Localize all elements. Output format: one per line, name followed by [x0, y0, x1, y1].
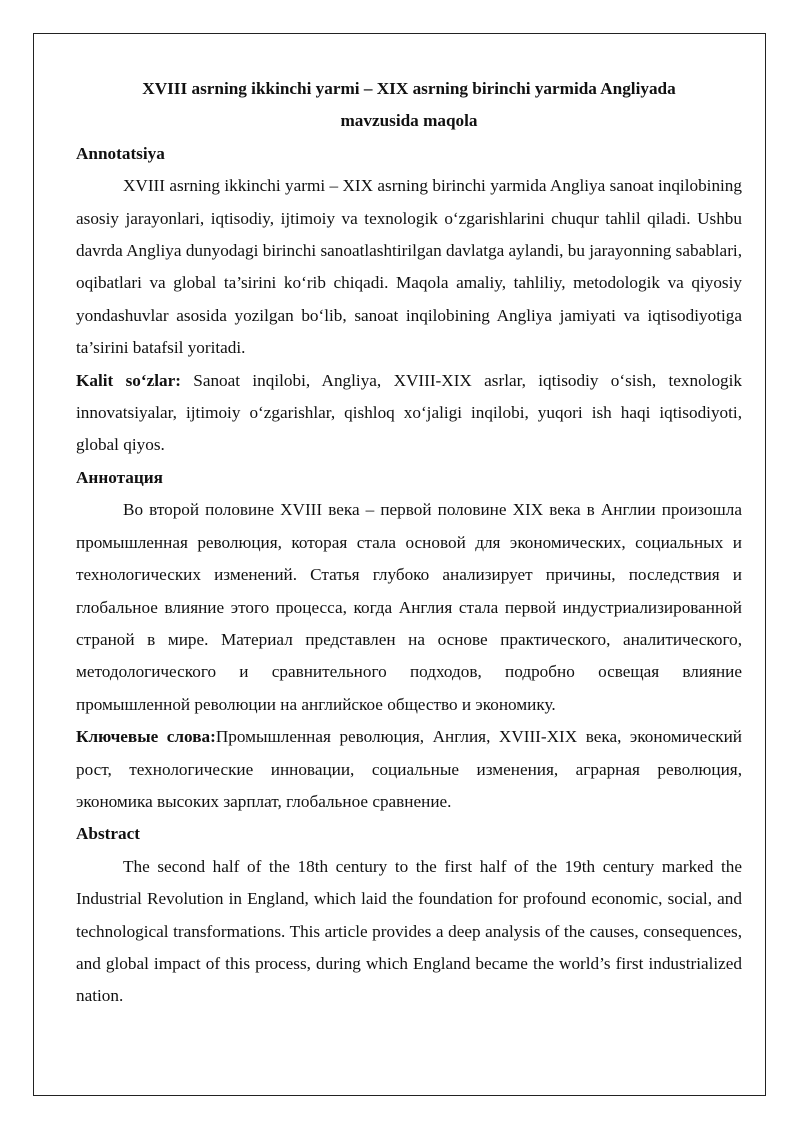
abstract-heading-en: Abstract [76, 824, 140, 844]
keywords-label-uz: Kalit so‘zlar: [76, 370, 181, 390]
keywords-ru [76, 721, 742, 818]
abstract-body-en: The second half of the 18th century to the first half of the 19th century marked the Industrial Revolution in England, which laid the foundation for profound economic, social, and technological transformations. This article provides a deep analysis of the causes, consequences, and global impact of this process, during which England became the world’s first industrialized nation. [76, 856, 742, 1006]
article-title: XVIII asrning ikkinchi yarmi – XIX asrning birinchi yarmida Angliyada mavzusida maqola [142, 79, 676, 131]
document-content [76, 73, 742, 1013]
annotation-body-uz: XVIII asrning ikkinchi yarmi – XIX asrning birinchi yarmida Angliya sanoat inqilobining asosiy jarayonlari, iqtisodiy, ijtimoiy va texnologik o‘zgarishlarini chuqur tahlil qiladi. Ushbu davrda Angliya dunyodagi birinchi sanoatlashtirilgan davlatga aylandi, bu jarayonning sabablari, oqibatlari va global ta’sirini ko‘rib chiqadi. Maqola amaliy, tahliliy, metodologik va qiyosiy yondashuvlar asosida yozilgan bo‘lib, sanoat inqilobining Angliya jamiyati va iqtisodiyotiga ta’sirini batafsil yoritadi. [76, 176, 742, 358]
keywords-text-ru: Промышленная революция, Англия, XVIII-XIX века, экономический рост, технологические инновации, социальные изменения, аграрная революция, экономика высоких зарплат, глобальное сравнение. [76, 727, 742, 811]
annotation-heading-uz: Annotatsiya [76, 143, 165, 163]
keywords-text-uz: Sanoat inqilobi, Angliya, XVIII-XIX asrlar, iqtisodiy o‘sish, texnologik innovatsiyalar, ijtimoiy o‘zgarishlar, qishloq xo‘jaligi inqilobi, yuqori ish haqi iqtisodiyoti, global qiyos. [76, 370, 743, 455]
keywords-uz [76, 365, 742, 462]
annotation-body-ru: Во второй половине XVIII века – первой половине XIX века в Англии произошла промышленная революция, которая стала основой для экономических, социальных и технологических изменений. Статья глубоко анализирует причины, последствия и глобальное влияние этого процесса, когда Англия стала первой индустриализированной страной в мире. Материал представлен на основе практического, аналитического, методологического и сравнительного подходов, подробно освещая влияние промышленной революции на английское общество и экономику. [76, 500, 742, 714]
keywords-label-ru: Ключевые слова: [76, 727, 216, 747]
annotation-heading-ru: Аннотация [76, 467, 163, 487]
